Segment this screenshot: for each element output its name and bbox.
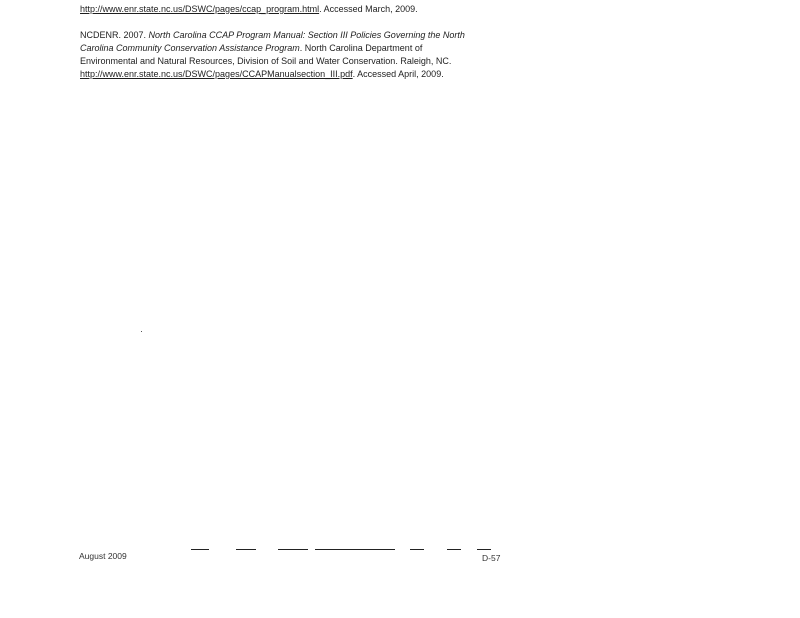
footer-rule-segment xyxy=(191,549,209,550)
footer-rule-segment xyxy=(236,549,256,550)
reference-publisher: . North Carolina Department of xyxy=(299,43,423,53)
footer-rule-segment xyxy=(278,549,308,550)
reference-link[interactable]: http://www.enr.state.nc.us/DSWC/pages/CCAPManualsection_III.pdf xyxy=(80,69,353,79)
reference-line xyxy=(80,29,500,42)
footer-date: August 2009 xyxy=(79,551,127,561)
reference-link[interactable]: http://www.enr.state.nc.us/DSWC/pages/ccap_program.html xyxy=(80,4,320,14)
reference-accessed-text: . Accessed April, 2009. xyxy=(352,69,444,79)
footer-rule-segment xyxy=(477,549,491,550)
reference-title: North Carolina CCAP Program Manual: Section III Policies Governing the North xyxy=(148,30,465,40)
reference-line xyxy=(80,55,500,68)
reference-accessed-text: . Accessed March, 2009. xyxy=(319,4,418,14)
footer-rule-segment xyxy=(410,549,424,550)
reference-publisher-continued: Environmental and Natural Resources, Division of Soil and Water Conservation. Raleigh, NC. xyxy=(80,56,452,66)
reference-author-year: NCDENR. 2007. xyxy=(80,30,147,40)
reference-title-continued: Carolina Community Conservation Assistance Program xyxy=(80,43,300,53)
reference-entry xyxy=(80,29,500,81)
footer-rule-segment xyxy=(315,549,395,550)
reference-line xyxy=(80,68,500,81)
reference-line xyxy=(80,42,500,55)
page-number: D-57 xyxy=(482,553,501,563)
footer-rule-segment xyxy=(447,549,461,550)
reference-entry xyxy=(80,3,500,16)
stray-mark xyxy=(141,331,142,332)
